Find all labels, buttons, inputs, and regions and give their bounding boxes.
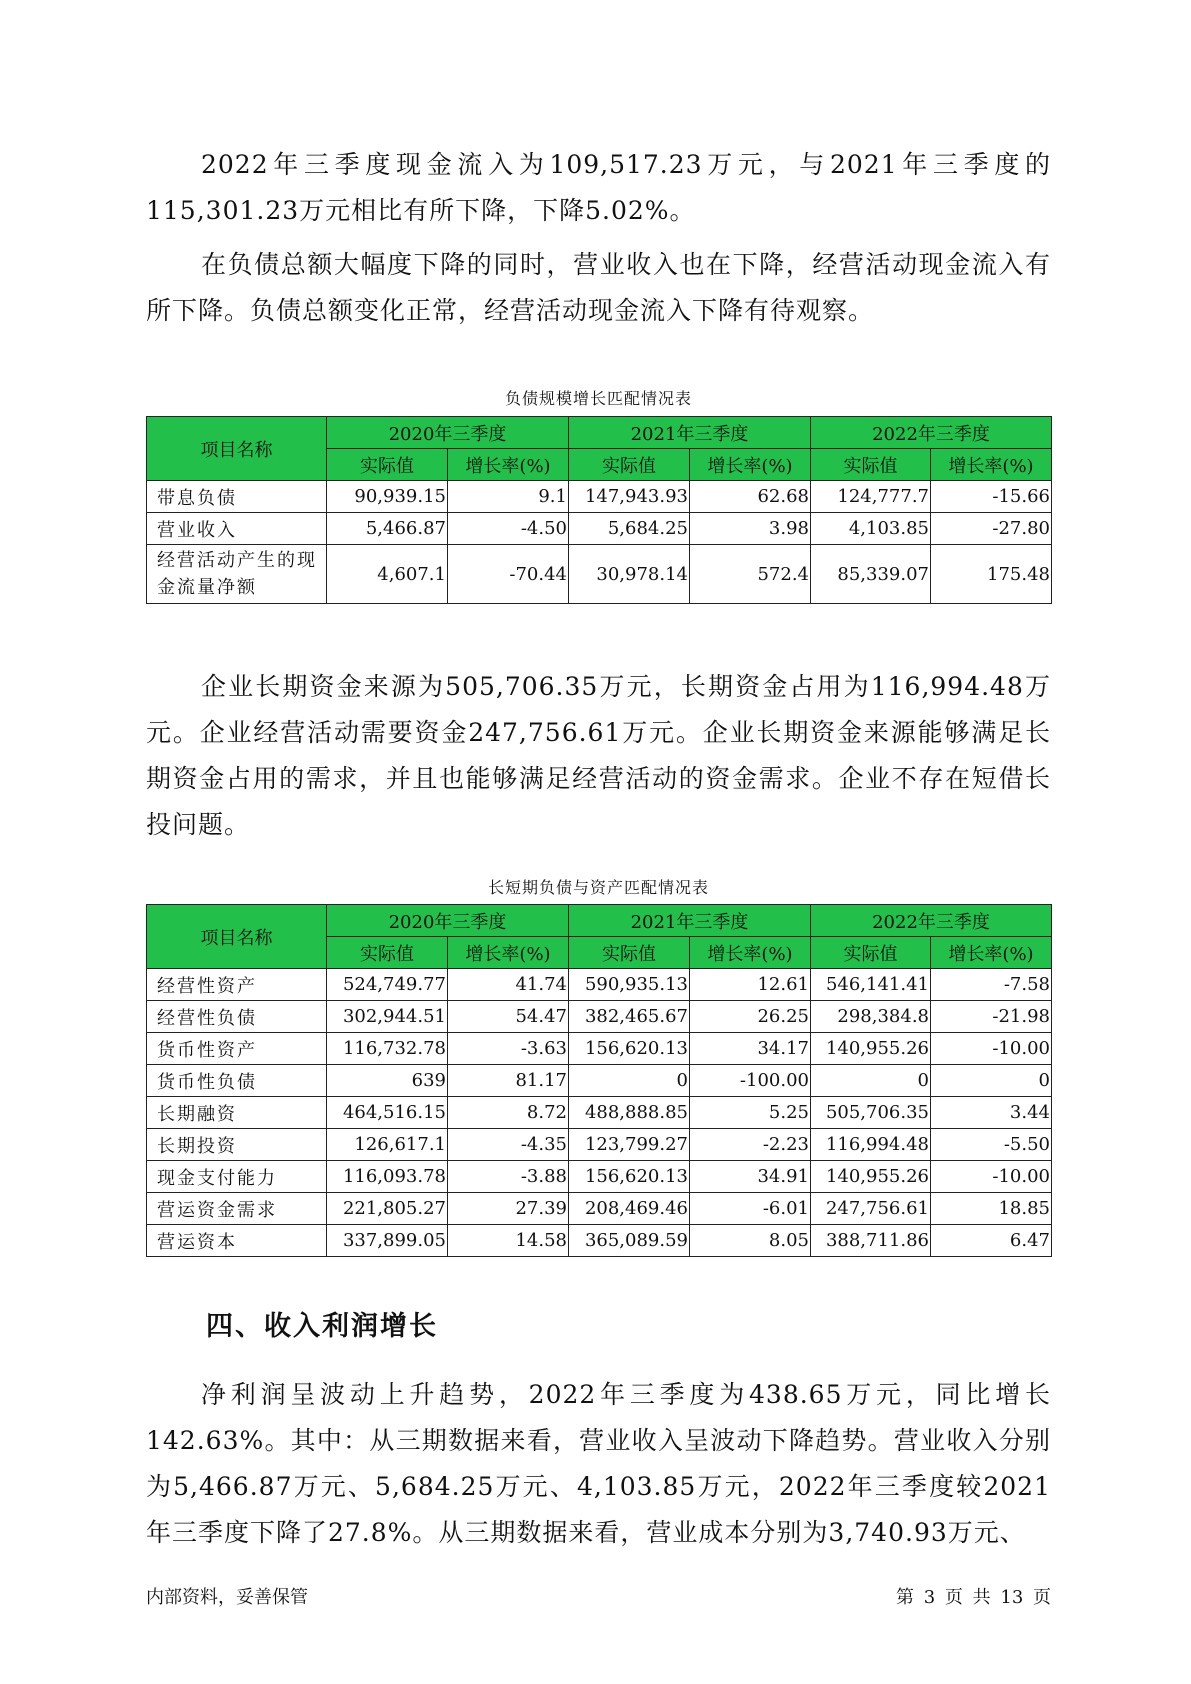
cell: 140,955.26 <box>811 1033 931 1065</box>
cell: 0 <box>811 1065 931 1097</box>
cell: 156,620.13 <box>569 1033 690 1065</box>
cell: 4,607.1 <box>327 545 448 604</box>
cell: 8.05 <box>690 1225 811 1257</box>
cell: 3.98 <box>690 513 811 545</box>
cell: 221,805.27 <box>327 1193 448 1225</box>
cell: 12.61 <box>690 969 811 1001</box>
section-heading: 四、收入利润增长 <box>206 1311 438 1342</box>
cell: 298,384.8 <box>811 1001 931 1033</box>
cell: 5,684.25 <box>569 513 690 545</box>
cell: -21.98 <box>931 1001 1052 1033</box>
header-actual: 实际值 <box>327 449 448 481</box>
header-growth: 增长率(%) <box>690 937 811 969</box>
cell: 34.91 <box>690 1161 811 1193</box>
table-row <box>147 1129 1052 1161</box>
table2-caption: 长短期负债与资产匹配情况表 <box>487 878 709 897</box>
table-row <box>147 481 1052 513</box>
header-growth: 增长率(%) <box>690 449 811 481</box>
cell: 488,888.85 <box>569 1097 690 1129</box>
cell: 41.74 <box>448 969 569 1001</box>
paragraph-debt-analysis: 在负债总额大幅度下降的同时，营业收入也在下降，经营活动现金流入有所下降。负债总额变化正常，经营活动现金流入下降有待观察。 <box>146 250 1051 325</box>
footer-page-number: 第 3 页 共 13 页 <box>896 1587 1051 1608</box>
cell: 27.39 <box>448 1193 569 1225</box>
cell: 126,617.1 <box>327 1129 448 1161</box>
cell: -10.00 <box>931 1161 1052 1193</box>
header-actual: 实际值 <box>569 449 690 481</box>
header-growth: 增长率(%) <box>448 449 569 481</box>
cell: 382,465.67 <box>569 1001 690 1033</box>
cell: 85,339.07 <box>811 545 931 604</box>
table1-caption: 负债规模增长匹配情况表 <box>504 389 692 408</box>
header-period-2021: 2021年三季度 <box>569 417 811 449</box>
row-name: 营运资本 <box>147 1225 327 1257</box>
row-name: 货币性资产 <box>147 1033 327 1065</box>
cell: 6.47 <box>931 1225 1052 1257</box>
header-period-2022: 2022年三季度 <box>811 417 1052 449</box>
header-item-name: 项目名称 <box>147 905 327 969</box>
table-row <box>147 969 1052 1001</box>
cell: 572.4 <box>690 545 811 604</box>
table-row <box>147 1033 1052 1065</box>
cell: 90,939.15 <box>327 481 448 513</box>
cell: -3.88 <box>448 1161 569 1193</box>
footer-confidential: 内部资料，妥善保管 <box>146 1587 308 1608</box>
debt-growth-table <box>146 416 1052 604</box>
cell: 116,732.78 <box>327 1033 448 1065</box>
cell: 3.44 <box>931 1097 1052 1129</box>
cell: -3.63 <box>448 1033 569 1065</box>
cell: 124,777.7 <box>811 481 931 513</box>
cell: 247,756.61 <box>811 1193 931 1225</box>
header-period-2021: 2021年三季度 <box>569 905 811 937</box>
cell: 175.48 <box>931 545 1052 604</box>
row-name: 货币性负债 <box>147 1065 327 1097</box>
table-row <box>147 1161 1052 1193</box>
cell: 156,620.13 <box>569 1161 690 1193</box>
paragraph-long-term-funds: 企业长期资金来源为505,706.35万元，长期资金占用为116,994.48万元。企业经营活动需要资金247,756.61万元。企业长期资金来源能够满足长期资金占用的需求，并且也能够满足经营活动的资金需求。企业不存在短借长投问题。 <box>146 672 1051 839</box>
row-name: 营业收入 <box>147 513 327 545</box>
row-name: 营运资金需求 <box>147 1193 327 1225</box>
cell: 147,943.93 <box>569 481 690 513</box>
row-name: 经营性负债 <box>147 1001 327 1033</box>
cell: -70.44 <box>448 545 569 604</box>
table-row <box>147 1065 1052 1097</box>
cell: 5.25 <box>690 1097 811 1129</box>
header-actual: 实际值 <box>327 937 448 969</box>
cell: 464,516.15 <box>327 1097 448 1129</box>
cell: 590,935.13 <box>569 969 690 1001</box>
cell: 140,955.26 <box>811 1161 931 1193</box>
cell: -100.00 <box>690 1065 811 1097</box>
cell: 26.25 <box>690 1001 811 1033</box>
paragraph-cash-inflow: 2022年三季度现金流入为109,517.23万元，与2021年三季度的115,301.23万元相比有所下降，下降5.02%。 <box>146 150 1051 225</box>
header-actual: 实际值 <box>811 449 931 481</box>
header-period-2022: 2022年三季度 <box>811 905 1052 937</box>
cell: 208,469.46 <box>569 1193 690 1225</box>
cell: 337,899.05 <box>327 1225 448 1257</box>
header-actual: 实际值 <box>569 937 690 969</box>
cell: 505,706.35 <box>811 1097 931 1129</box>
cell: 4,103.85 <box>811 513 931 545</box>
cell: 639 <box>327 1065 448 1097</box>
cell: 116,994.48 <box>811 1129 931 1161</box>
cell: 54.47 <box>448 1001 569 1033</box>
table-row <box>147 1001 1052 1033</box>
row-name: 长期融资 <box>147 1097 327 1129</box>
row-name: 经营活动产生的现金流量净额 <box>147 545 327 604</box>
header-item-name: 项目名称 <box>147 417 327 481</box>
cell: 546,141.41 <box>811 969 931 1001</box>
cell: 14.58 <box>448 1225 569 1257</box>
cell: -2.23 <box>690 1129 811 1161</box>
cell: -15.66 <box>931 481 1052 513</box>
header-period-2020: 2020年三季度 <box>327 905 569 937</box>
table-row <box>147 1193 1052 1225</box>
header-period-2020: 2020年三季度 <box>327 417 569 449</box>
row-name: 长期投资 <box>147 1129 327 1161</box>
cell: 0 <box>931 1065 1052 1097</box>
cell: 30,978.14 <box>569 545 690 604</box>
cell: -5.50 <box>931 1129 1052 1161</box>
cell: 302,944.51 <box>327 1001 448 1033</box>
cell: 5,466.87 <box>327 513 448 545</box>
header-growth: 增长率(%) <box>931 937 1052 969</box>
cell: 8.72 <box>448 1097 569 1129</box>
cell: 388,711.86 <box>811 1225 931 1257</box>
cell: 62.68 <box>690 481 811 513</box>
cell: -10.00 <box>931 1033 1052 1065</box>
table-row <box>147 1097 1052 1129</box>
header-actual: 实际值 <box>811 937 931 969</box>
cell: 34.17 <box>690 1033 811 1065</box>
cell: -7.58 <box>931 969 1052 1001</box>
cell: 116,093.78 <box>327 1161 448 1193</box>
asset-liability-table <box>146 904 1052 1257</box>
row-name: 带息负债 <box>147 481 327 513</box>
table-row <box>147 1225 1052 1257</box>
table-row <box>147 513 1052 545</box>
row-name: 现金支付能力 <box>147 1161 327 1193</box>
cell: 524,749.77 <box>327 969 448 1001</box>
cell: 123,799.27 <box>569 1129 690 1161</box>
cell: 0 <box>569 1065 690 1097</box>
header-growth: 增长率(%) <box>448 937 569 969</box>
cell: -4.50 <box>448 513 569 545</box>
cell: -6.01 <box>690 1193 811 1225</box>
header-growth: 增长率(%) <box>931 449 1052 481</box>
row-name: 经营性资产 <box>147 969 327 1001</box>
cell: -27.80 <box>931 513 1052 545</box>
cell: 81.17 <box>448 1065 569 1097</box>
cell: 9.1 <box>448 481 569 513</box>
table-row <box>147 545 1052 604</box>
cell: 365,089.59 <box>569 1225 690 1257</box>
cell: 18.85 <box>931 1193 1052 1225</box>
cell: -4.35 <box>448 1129 569 1161</box>
paragraph-profit-growth: 净利润呈波动上升趋势，2022年三季度为438.65万元，同比增长142.63%。其中：从三期数据来看，营业收入呈波动下降趋势。营业收入分别为5,466.87万元、5,684.25万元、4,103.85万元，2022年三季度较2021年三季度下降了27.8%。从三期数据来看，营业成本分别为3,740.93万元、 <box>146 1380 1051 1547</box>
